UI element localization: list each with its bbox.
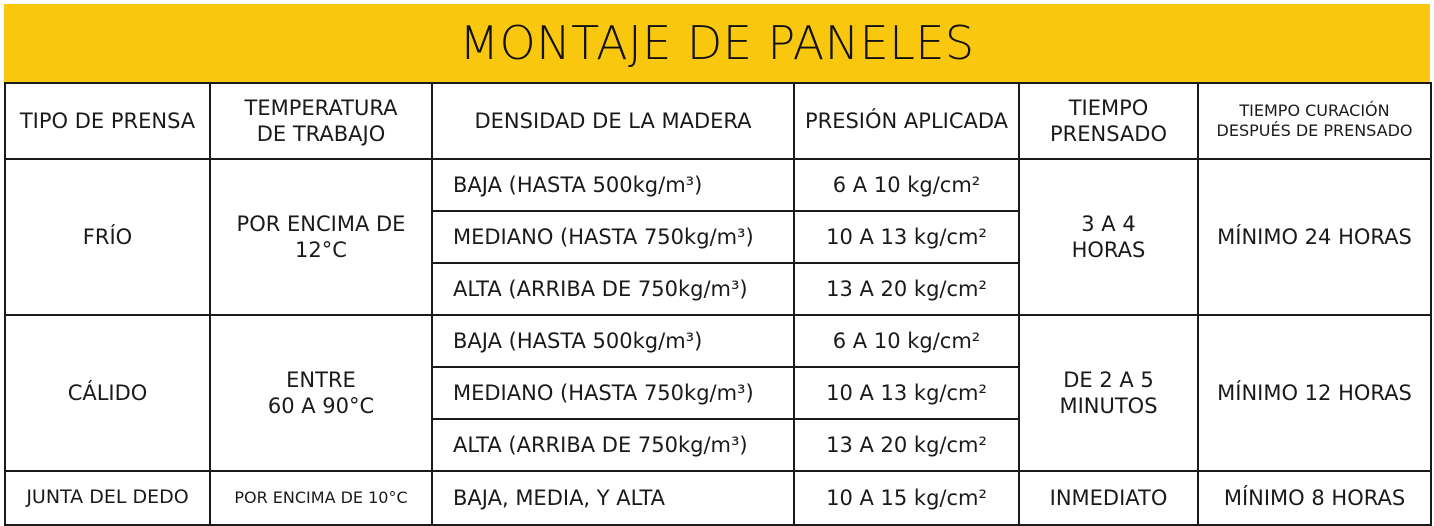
curacion-cell: MÍNIMO 8 HORAS: [1198, 471, 1431, 525]
presion-cell: 13 A 20 kg/cm²: [794, 419, 1019, 471]
tiempo-line1: 3 A 4: [1081, 211, 1136, 236]
temperatura-line2: 12°C: [295, 238, 347, 262]
header-curacion-line2: DESPUÉS DE PRENSADO: [1216, 121, 1413, 140]
header-temperatura-line2: DE TRABAJO: [256, 122, 386, 146]
presion-cell: 10 A 15 kg/cm²: [794, 471, 1019, 525]
presion-cell: 6 A 10 kg/cm²: [794, 159, 1019, 211]
temperatura-cell: [210, 159, 432, 315]
densidad-cell: BAJA (HASTA 500kg/m³): [432, 159, 794, 211]
header-tiempo-line2: PRENSADO: [1049, 122, 1168, 146]
temperatura-line1: ENTRE: [286, 367, 356, 392]
table-row: [5, 471, 1431, 525]
densidad-cell: BAJA, MEDIA, Y ALTA: [432, 471, 794, 525]
header-tipo: TIPO DE PRENSA: [5, 83, 210, 159]
header-densidad: DENSIDAD DE LA MADERA: [432, 83, 794, 159]
tiempo-cell: [1019, 315, 1198, 471]
presion-cell: 13 A 20 kg/cm²: [794, 263, 1019, 315]
tiempo-cell: [1019, 159, 1198, 315]
densidad-cell: MEDIANO (HASTA 750kg/m³): [432, 211, 794, 263]
densidad-cell: ALTA (ARRIBA DE 750kg/m³): [432, 263, 794, 315]
densidad-cell: ALTA (ARRIBA DE 750kg/m³): [432, 419, 794, 471]
temperatura-line2: 60 A 90°C: [267, 394, 375, 418]
panel-assembly-table: [4, 82, 1432, 526]
tipo-cell: FRÍO: [5, 159, 210, 315]
table-row: [5, 159, 1431, 211]
densidad-cell: BAJA (HASTA 500kg/m³): [432, 315, 794, 367]
presion-cell: 10 A 13 kg/cm²: [794, 211, 1019, 263]
tiempo-cell: INMEDIATO: [1019, 471, 1198, 525]
header-curacion-line1: TIEMPO CURACIÓN: [1239, 101, 1390, 120]
page-title: MONTAJE DE PANELES: [459, 16, 975, 70]
tiempo-line1: DE 2 A 5: [1063, 367, 1154, 392]
header-temperatura-line1: TEMPERATURA: [244, 95, 398, 120]
presion-cell: 10 A 13 kg/cm²: [794, 367, 1019, 419]
tiempo-line2: HORAS: [1071, 238, 1146, 262]
curacion-cell: MÍNIMO 24 HORAS: [1198, 159, 1431, 315]
header-tiempo-line1: TIEMPO: [1068, 95, 1149, 120]
header-row: [5, 83, 1431, 159]
header-temperatura: [210, 83, 432, 159]
tipo-cell: JUNTA DEL DEDO: [5, 471, 210, 525]
header-curacion: [1198, 83, 1431, 159]
presion-cell: 6 A 10 kg/cm²: [794, 315, 1019, 367]
temperatura-cell: POR ENCIMA DE 10°C: [210, 471, 432, 525]
curacion-cell: MÍNIMO 12 HORAS: [1198, 315, 1431, 471]
table-row: [5, 315, 1431, 367]
title-banner: [4, 4, 1430, 82]
temperatura-line1: POR ENCIMA DE: [236, 211, 406, 236]
tiempo-line2: MINUTOS: [1059, 394, 1158, 418]
header-tiempo: [1019, 83, 1198, 159]
header-presion: PRESIÓN APLICADA: [794, 83, 1019, 159]
temperatura-cell: [210, 315, 432, 471]
densidad-cell: MEDIANO (HASTA 750kg/m³): [432, 367, 794, 419]
tipo-cell: CÁLIDO: [5, 315, 210, 471]
